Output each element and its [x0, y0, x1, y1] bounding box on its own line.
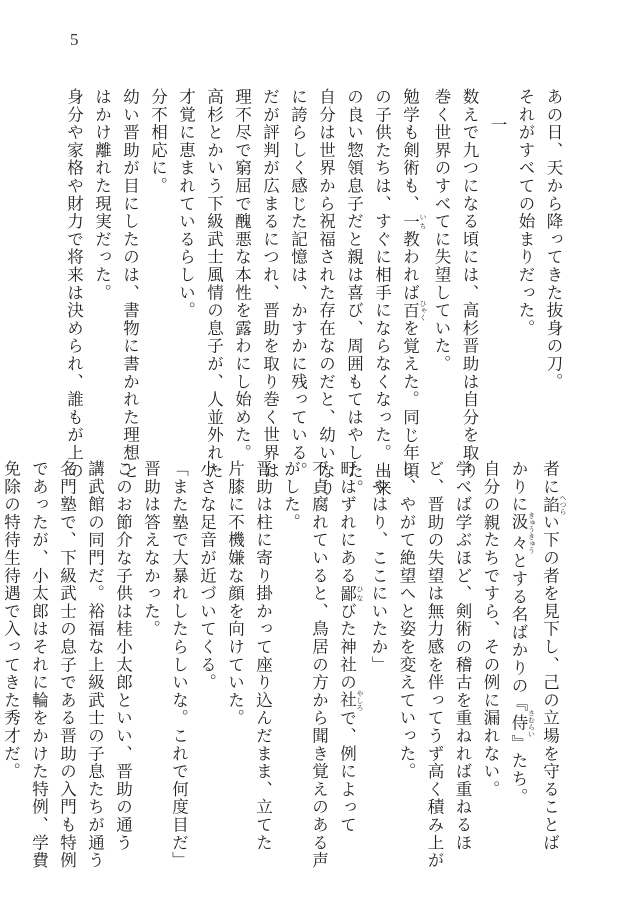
text-line: 片膝に不機嫌な顔を向けていた。	[225, 460, 245, 727]
ruby-hetsura: 諂 へつら	[540, 494, 567, 516]
text-line: 「やはり、ここにいたか」	[369, 460, 388, 674]
text-line: 身分や家格や財力で将来は決められ、誰もが上の	[64, 88, 84, 480]
text-line: 名門塾で、下級武士の息子である晋助の入門も特例	[57, 460, 77, 870]
text-line: 小さな足音が近づいてくる。	[197, 460, 217, 692]
ruby-samurai: 侍 さむらい	[509, 709, 536, 738]
text-line: 講武館の同門だ。裕福な上級武士の子息たちが通う	[85, 460, 105, 870]
text-line: に誇らしく感じた記憶は、かすかに残っている。	[288, 88, 308, 480]
text-line: 免除の特待生待遇で入ってきた秀才だ。	[1, 460, 21, 781]
text-line: 才覚に恵まれているらしい。	[176, 88, 196, 320]
text-line: このお節介な子供は桂小太郎といい、晋助の通う	[113, 460, 133, 852]
text-line: 不貞腐れていると、鳥居の方から聞き覚えのある声	[309, 460, 329, 870]
text-line: それがすべての始まりだった。	[516, 88, 535, 338]
ruby-yashiro: 社 やしろ	[337, 689, 364, 711]
text-line: 「また塾で大暴れしたらしいな。これで何度目だ」	[169, 460, 189, 870]
lower-text-block	[1, 460, 567, 870]
ruby-kyukyu: 汲々 きゅうきゅう	[509, 511, 536, 554]
ruby-hyaku: 百 ひゃく	[400, 300, 427, 322]
text-line: 自分の親たちですら、その例に漏れない。	[481, 460, 500, 799]
text-line: 者に諂 へつらい下の者を見下し、己の立場を守ることば	[540, 460, 567, 852]
ruby-hina: 鄙 ひな	[337, 584, 364, 603]
text-line: 高杉とかいう下級武士風情の息子が、人並外れた	[204, 88, 224, 480]
text-line: 数えで九つになる頃には、高杉晋助は自分を取り	[460, 88, 479, 480]
text-line: であったが、小太郎はそれに輪をかけた特例、学費	[29, 460, 49, 870]
text-line: 学べば学ぶほど、剣術の稽古を重ねれば重ねるほ	[453, 460, 472, 852]
ruby-ichi: 一 いち	[400, 212, 427, 231]
text-line: 理不尽で窮屈で醜悪な本性を露わにし始めた。	[232, 88, 252, 462]
text-line: 分不相応に。	[148, 88, 168, 195]
text-line	[427, 88, 455, 438]
text-line: ど、晋助の失望は無力感を伴ってうず高く積み上が	[425, 460, 444, 870]
chapter-heading: 一	[488, 116, 507, 134]
text-line: の子供たちは、すぐに相手にならなくなった。出来	[372, 88, 392, 498]
text-line: 幼い晋助が目にしたのは、書物に書かれた理想と	[120, 88, 140, 480]
page-number: 5	[70, 30, 79, 49]
text-line: 町はずれにある鄙 ひなびた神社の社 やしろで、例によって	[337, 460, 364, 834]
text-line: はかけ離れた現実だった。	[92, 88, 112, 302]
text-line: がした。	[281, 460, 301, 532]
text-line: り、やがて絶望へと姿を変えていった。	[397, 460, 416, 781]
text-line: あの日、天から降ってきた抜身の刀。	[544, 88, 563, 391]
text-line: 勉学も剣術も、一 いち教われば百 ひゃくを覚えた。同じ年頃	[400, 88, 427, 480]
text-segment: 巻く世界のすべてに失望していた。	[432, 88, 451, 373]
text-line: 自分は世界から祝福された存在なのだと、幼いなり	[316, 88, 336, 498]
text-line: 晋助は答えなかった。	[141, 460, 161, 638]
text-line: かりに汲々 きゅうきゅうとする名ばかりの『侍 さむらい』たち。	[509, 460, 536, 806]
text-line: 晋助は柱に寄り掛かって座り込んだまま、立てた	[253, 460, 273, 852]
text-line: の良い惣領息子だと親は喜び、周囲もてはやした。	[344, 88, 364, 498]
text-line: だが評判が広まるにつれ、晋助を取り巻く世界は	[260, 88, 280, 480]
